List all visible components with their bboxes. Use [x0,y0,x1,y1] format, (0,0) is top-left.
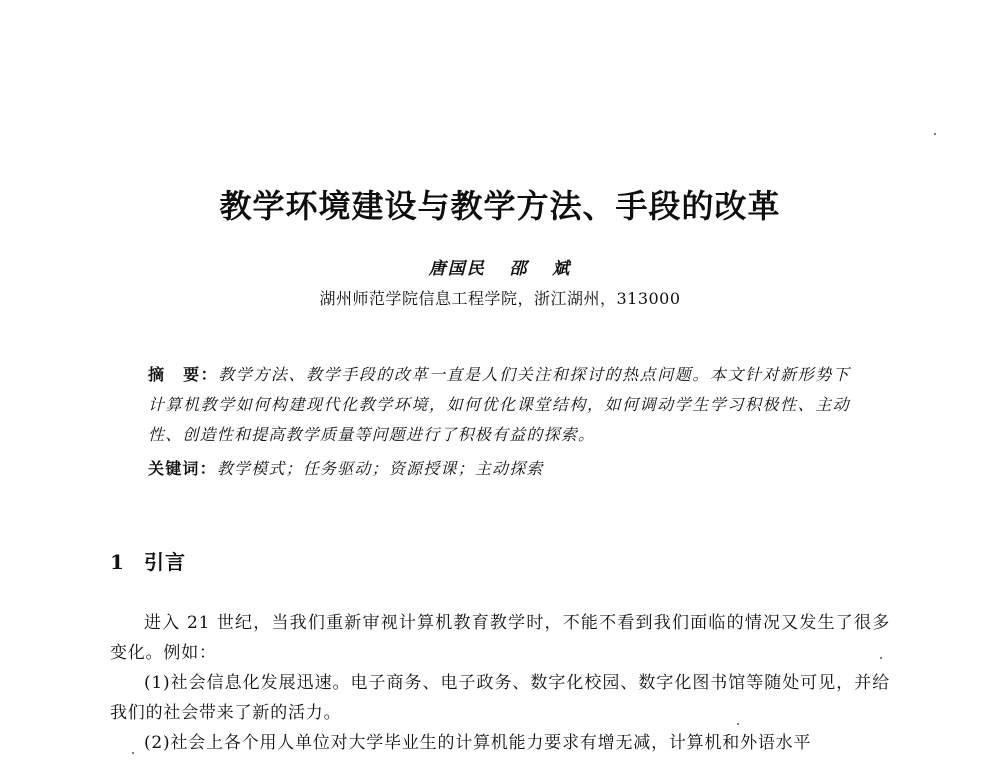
body-paragraph: (1)社会信息化发展迅速。电子商务、电子政务、数字化校园、数字化图书馆等随处可见，并给我们的社会带来了新的活力。 [110,673,890,723]
body-text [110,608,890,758]
section-number: 1 [110,550,125,574]
keywords [148,454,850,484]
body-paragraph: 进入 21 世纪，当我们重新审视计算机教育教学时，不能不看到我们面临的情况又发生了很多变化。例如： [110,613,890,663]
keywords-text: 教学模式；任务驱动；资源授课；主动探索 [216,459,544,478]
paper-authors: 唐国民 邵 斌 [428,259,572,279]
scan-speck [934,133,936,135]
section-title: 引言 [144,550,186,574]
keywords-label: 关键词： [148,459,217,478]
section-heading [110,546,186,575]
abstract-text: 教学方法、教学手段的改革一直是人们关注和探讨的热点问题。本文针对新形势下计算机教学如何构建现代化教学环境，如何优化课堂结构，如何调动学生学习积极性、主动性、创造性和提高教学质量等问题进行了积极有益的探索。 [148,365,850,444]
paper-affiliation: 湖州师范学院信息工程学院，浙江湖州，313000 [319,289,681,308]
paper-title: 教学环境建设与教学方法、手段的改革 [219,187,781,225]
abstract-label: 摘 要： [148,365,219,384]
body-paragraph: (2)社会上各个用人单位对大学毕业生的计算机能力要求有增无减，计算机和外语水平 [144,733,812,753]
abstract [148,360,850,450]
